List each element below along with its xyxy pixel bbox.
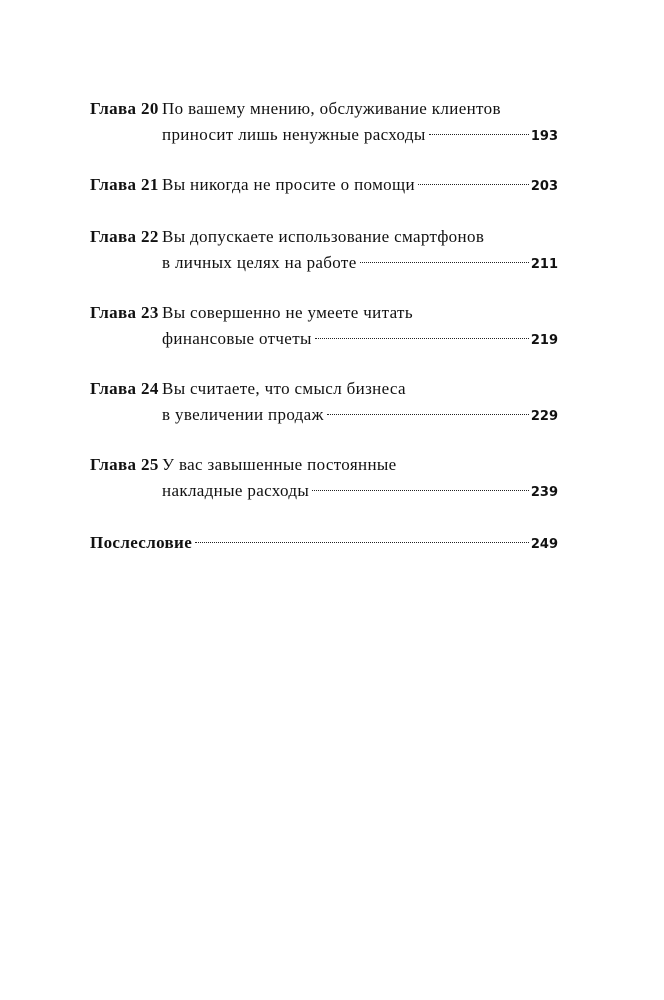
toc-entry-line [90,376,558,402]
toc-entry-chapter-22[interactable] [90,224,558,276]
chapter-title-line-2: накладные расходы [162,481,310,500]
chapter-title-line-1: Вы допускаете использование смартфонов [162,227,485,246]
page-number: 203 [530,179,558,194]
chapter-title-line-1: Вы никогда не просите о помощи [162,175,415,194]
chapter-label: Глава 23 [90,303,159,322]
toc-entry-line [90,326,558,352]
page-number: 239 [530,485,558,500]
toc-entry-line [90,250,558,276]
dot-leader [312,490,529,491]
dot-leader [315,338,529,339]
chapter-title-line-2: финансовые отчеты [162,329,312,348]
toc-entry-line [90,224,558,250]
toc-entry-chapter-23[interactable] [90,300,558,352]
page-number: 219 [530,333,558,348]
toc-entry-chapter-20[interactable] [90,96,558,148]
toc-entry-line [90,122,558,148]
toc-entry-chapter-21[interactable] [90,172,558,198]
dot-leader [195,542,529,543]
chapter-title-line-1: Вы считаете, что смысл бизнеса [162,379,406,398]
chapter-label: Глава 25 [90,455,159,474]
table-of-contents [90,96,558,556]
chapter-title-line-1: У вас завышенные постоянные [162,455,397,474]
chapter-title-line-2: приносит лишь ненужные расходы [162,125,426,144]
toc-entry-line [90,172,558,198]
chapter-label: Глава 20 [90,99,159,118]
dot-leader [429,134,529,135]
toc-entry-line [90,402,558,428]
page-number: 211 [530,257,558,272]
chapter-label: Глава 22 [90,227,159,246]
toc-entry-line [90,300,558,326]
dot-leader [327,414,529,415]
page-number: 229 [530,409,558,424]
toc-entry-afterword[interactable] [90,530,558,556]
afterword-label: Послесловие [90,533,193,552]
chapter-title-line-1: По вашему мнению, обслуживание клиентов [162,99,501,118]
toc-entry-line [90,530,558,556]
dot-leader [418,184,529,185]
dot-leader [360,262,529,263]
chapter-label: Глава 21 [90,175,159,194]
chapter-label: Глава 24 [90,379,159,398]
toc-entry-line [90,478,558,504]
chapter-title-line-2: в личных целях на работе [162,253,357,272]
toc-entry-chapter-25[interactable] [90,452,558,504]
toc-entry-line [90,452,558,478]
chapter-title-line-1: Вы совершенно не умеете читать [162,303,413,322]
page-number: 249 [530,537,558,552]
toc-entry-line [90,96,558,122]
toc-entry-chapter-24[interactable] [90,376,558,428]
chapter-title-line-2: в увеличении продаж [162,405,324,424]
page-number: 193 [530,129,558,144]
